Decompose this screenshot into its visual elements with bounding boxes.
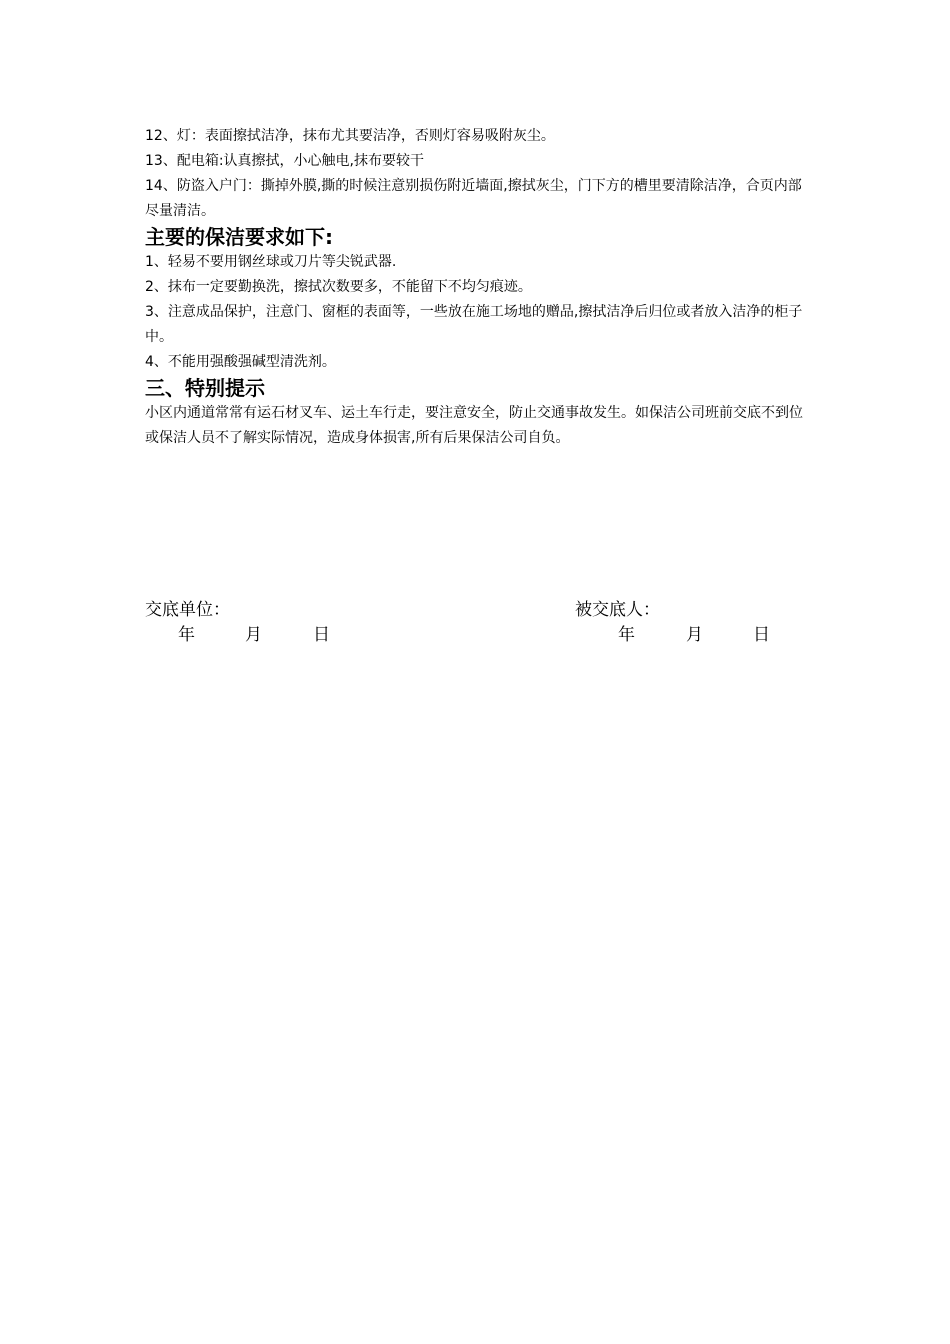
requirement-item-3: 3、注意成品保护，注意门、窗框的表面等，一些放在施工场地的赠品,擦拭洁净后归位或者放入洁净的柜子中。 (145, 304, 803, 345)
left-day-label: 日 (313, 625, 330, 645)
left-year-label: 年 (178, 625, 195, 645)
right-month-label: 月 (686, 625, 703, 645)
requirement-item-4: 4、不能用强酸强碱型清洗剂。 (145, 354, 336, 370)
right-day-label: 日 (753, 625, 770, 645)
document-body (145, 124, 810, 451)
right-year-label: 年 (618, 625, 635, 645)
item-14: 14、防盗入户门：撕掉外膜,撕的时候注意别损伤附近墙面,擦拭灰尘，门下方的槽里要清除洁净，合页内部尽量清洁。 (145, 178, 802, 219)
notice-heading: 三、特别提示 (145, 376, 265, 400)
left-date-row (178, 623, 330, 647)
requirement-item-1: 1、轻易不要用钢丝球或刀片等尖锐武器. (145, 254, 397, 270)
handover-unit-label: 交底单位： (145, 600, 230, 620)
requirement-item-2: 2、抹布一定要勤换洗，擦拭次数要多，不能留下不均匀痕迹。 (145, 279, 532, 295)
left-month-label: 月 (245, 625, 262, 645)
notice-text: 小区内通道常常有运石材叉车、运土车行走，要注意安全，防止交通事故发生。如保洁公司班前交底不到位或保洁人员不了解实际情况，造成身体损害,所有后果保洁公司自负。 (145, 405, 803, 446)
item-13: 13、配电箱:认真擦拭，小心触电,抹布要较干 (145, 153, 424, 169)
requirements-heading: 主要的保洁要求如下: (145, 225, 333, 249)
right-date-row (618, 623, 770, 647)
recipient-label: 被交底人： (575, 600, 660, 620)
item-12: 12、灯：表面擦拭洁净，抹布尤其要洁净，否则灯容易吸附灰尘。 (145, 128, 555, 144)
